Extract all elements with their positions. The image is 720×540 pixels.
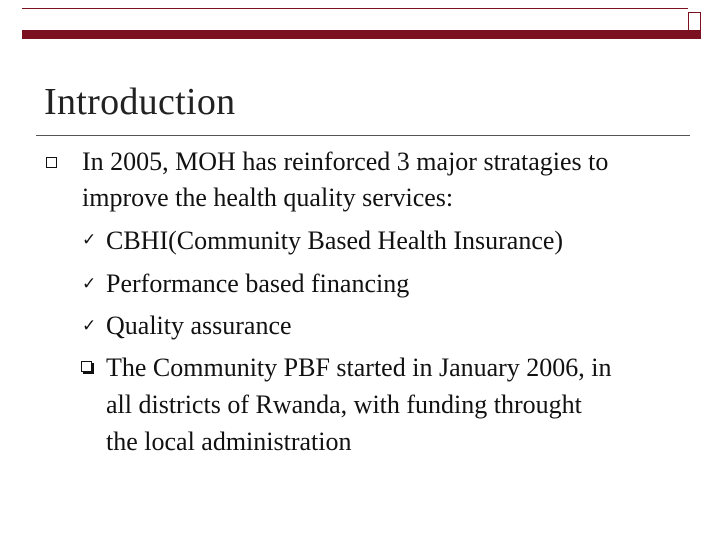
- sub-bullet-line-1: The Community PBF started in January 2006, in: [106, 353, 612, 382]
- main-bullet-line-2: improve the health quality services:: [82, 183, 454, 212]
- title-divider: [36, 135, 690, 136]
- checkmark-icon: ✓: [82, 316, 97, 336]
- slide-top-rule: [22, 8, 688, 9]
- hollow-square-bullet-icon: [46, 157, 57, 168]
- sub-bullet-line-3: the local administration: [106, 427, 352, 456]
- main-bullet-line-1: In 2005, MOH has reinforced 3 major stratagies to: [82, 147, 609, 176]
- shadowed-square-bullet-icon: [81, 361, 92, 372]
- check-item-quality: Quality assurance: [106, 311, 292, 340]
- check-item-pbf: Performance based financing: [106, 269, 410, 298]
- slide-top-band: [22, 30, 688, 39]
- checkmark-icon: ✓: [82, 230, 97, 250]
- check-item-cbhi: CBHI(Community Based Health Insurance): [106, 226, 564, 255]
- slide-corner-fill: [688, 30, 701, 39]
- slide-title: Introduction: [44, 81, 236, 123]
- checkmark-icon: ✓: [82, 274, 97, 294]
- sub-bullet-line-2: all districts of Rwanda, with funding throught: [106, 390, 582, 419]
